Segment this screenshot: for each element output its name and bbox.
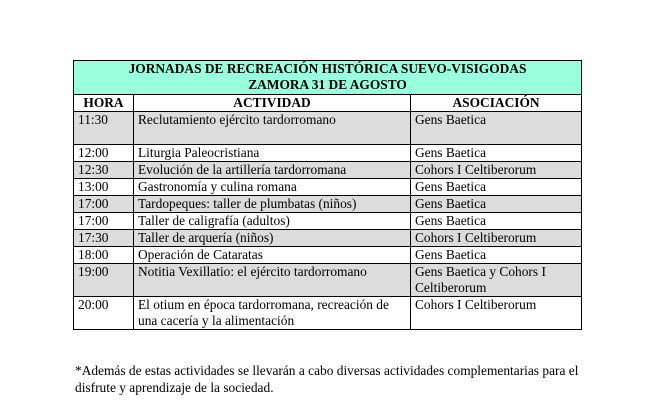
cell-actividad: Taller de arquería (niños) xyxy=(134,230,411,247)
cell-actividad: Evolución de la artillería tardorromana xyxy=(134,162,411,179)
cell-hora: 20:00 xyxy=(74,297,134,330)
table-row xyxy=(74,145,582,162)
table-row xyxy=(74,179,582,196)
cell-actividad: Operación de Cataratas xyxy=(134,247,411,264)
cell-actividad: Notitia Vexillatio: el ejército tardorromano xyxy=(134,264,411,297)
cell-asociacion: Gens Baetica y Cohors I Celtiberorum xyxy=(411,264,582,297)
cell-hora: 12:00 xyxy=(74,145,134,162)
cell-asociacion: Gens Baetica xyxy=(411,145,582,162)
table-row xyxy=(74,112,582,145)
cell-asociacion: Cohors I Celtiberorum xyxy=(411,162,582,179)
cell-hora: 19:00 xyxy=(74,264,134,297)
cell-actividad: Reclutamiento ejército tardorromano xyxy=(134,112,411,145)
cell-asociacion: Gens Baetica xyxy=(411,112,582,145)
cell-hora: 17:00 xyxy=(74,213,134,230)
cell-hora: 13:00 xyxy=(74,179,134,196)
cell-asociacion: Gens Baetica xyxy=(411,213,582,230)
table-row xyxy=(74,162,582,179)
cell-hora: 17:30 xyxy=(74,230,134,247)
cell-actividad: Tardopeques: taller de plumbatas (niños) xyxy=(134,196,411,213)
cell-asociacion: Gens Baetica xyxy=(411,196,582,213)
cell-asociacion: Cohors I Celtiberorum xyxy=(411,230,582,247)
column-header-asociacion: ASOCIACIÓN xyxy=(411,95,582,112)
cell-hora: 11:30 xyxy=(74,112,134,145)
cell-actividad: Liturgia Paleocristiana xyxy=(134,145,411,162)
title-cell xyxy=(74,61,582,95)
title-line-1: JORNADAS DE RECREACIÓN HISTÓRICA SUEVO-VISIGODAS xyxy=(128,61,527,76)
table-row xyxy=(74,297,582,330)
cell-hora: 18:00 xyxy=(74,247,134,264)
cell-asociacion: Gens Baetica xyxy=(411,179,582,196)
cell-actividad: Taller de caligrafía (adultos) xyxy=(134,213,411,230)
title-line-2: ZAMORA 31 DE AGOSTO xyxy=(248,77,407,92)
table-row xyxy=(74,247,582,264)
cell-hora: 17:00 xyxy=(74,196,134,213)
column-header-hora: HORA xyxy=(74,95,134,112)
cell-asociacion: Gens Baetica xyxy=(411,247,582,264)
cell-asociacion: Cohors I Celtiberorum xyxy=(411,297,582,330)
header-row xyxy=(74,95,582,112)
cell-actividad: Gastronomía y culina romana xyxy=(134,179,411,196)
cell-actividad: El otium en época tardorromana, recreación de una cacería y la alimentación xyxy=(134,297,411,330)
table-row xyxy=(74,196,582,213)
schedule-sheet xyxy=(73,60,581,330)
table-row xyxy=(74,264,582,297)
title-row xyxy=(74,61,582,95)
footnote: *Además de estas actividades se llevarán a cabo diversas actividades complementarias para el disfrute y aprendizaje de la sociedad. xyxy=(75,363,579,395)
table-row xyxy=(74,230,582,247)
table-row xyxy=(74,213,582,230)
schedule-table xyxy=(73,60,582,330)
cell-hora: 12:30 xyxy=(74,162,134,179)
column-header-actividad: ACTIVIDAD xyxy=(134,95,411,112)
